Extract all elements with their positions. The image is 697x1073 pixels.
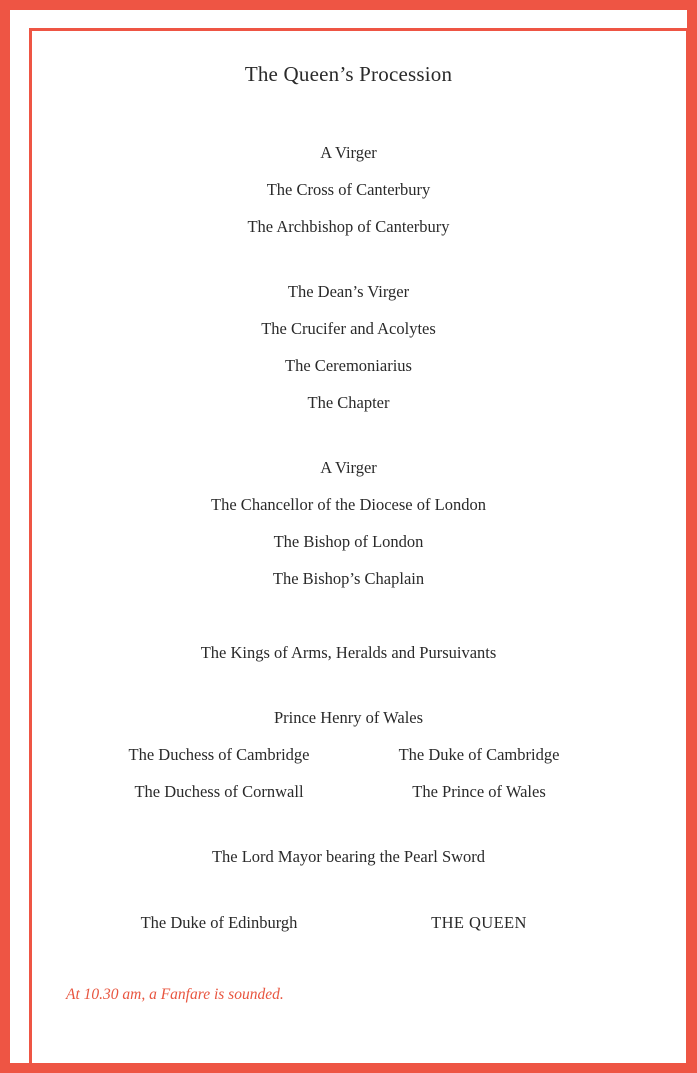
procession-line: A Virger bbox=[320, 143, 377, 162]
procession-right-name: The Prince of Wales bbox=[412, 782, 546, 801]
procession-left-name: The Duke of Edinburgh bbox=[140, 913, 298, 932]
procession-line: The Dean’s Virger bbox=[287, 282, 410, 301]
procession-line: The Lord Mayor bearing the Pearl Sword bbox=[211, 847, 486, 866]
procession-line: Prince Henry of Wales bbox=[273, 708, 424, 727]
procession-line: The Ceremoniarius bbox=[285, 356, 412, 375]
procession-line: The Bishop’s Chaplain bbox=[272, 569, 425, 588]
page-title: The Queen’s Procession bbox=[244, 62, 453, 86]
procession-line: The Crucifer and Acolytes bbox=[261, 319, 436, 338]
procession-line: The Cross of Canterbury bbox=[266, 180, 431, 199]
procession-line: The Archbishop of Canterbury bbox=[247, 217, 450, 236]
the-queen-label: THE QUEEN bbox=[431, 913, 527, 932]
procession-left-name: The Duchess of Cambridge bbox=[128, 745, 310, 764]
procession-line: The Kings of Arms, Heralds and Pursuivants bbox=[200, 643, 497, 662]
procession-line: The Chancellor of the Diocese of London bbox=[211, 495, 486, 514]
procession-line: The Chapter bbox=[307, 393, 390, 412]
procession-left-name: The Duchess of Cornwall bbox=[134, 782, 304, 801]
procession-line: A Virger bbox=[320, 458, 377, 477]
fanfare-note: At 10.30 am, a Fanfare is sounded. bbox=[66, 986, 284, 1003]
procession-right-name: The Duke of Cambridge bbox=[398, 745, 560, 764]
procession-line: The Bishop of London bbox=[273, 532, 424, 551]
